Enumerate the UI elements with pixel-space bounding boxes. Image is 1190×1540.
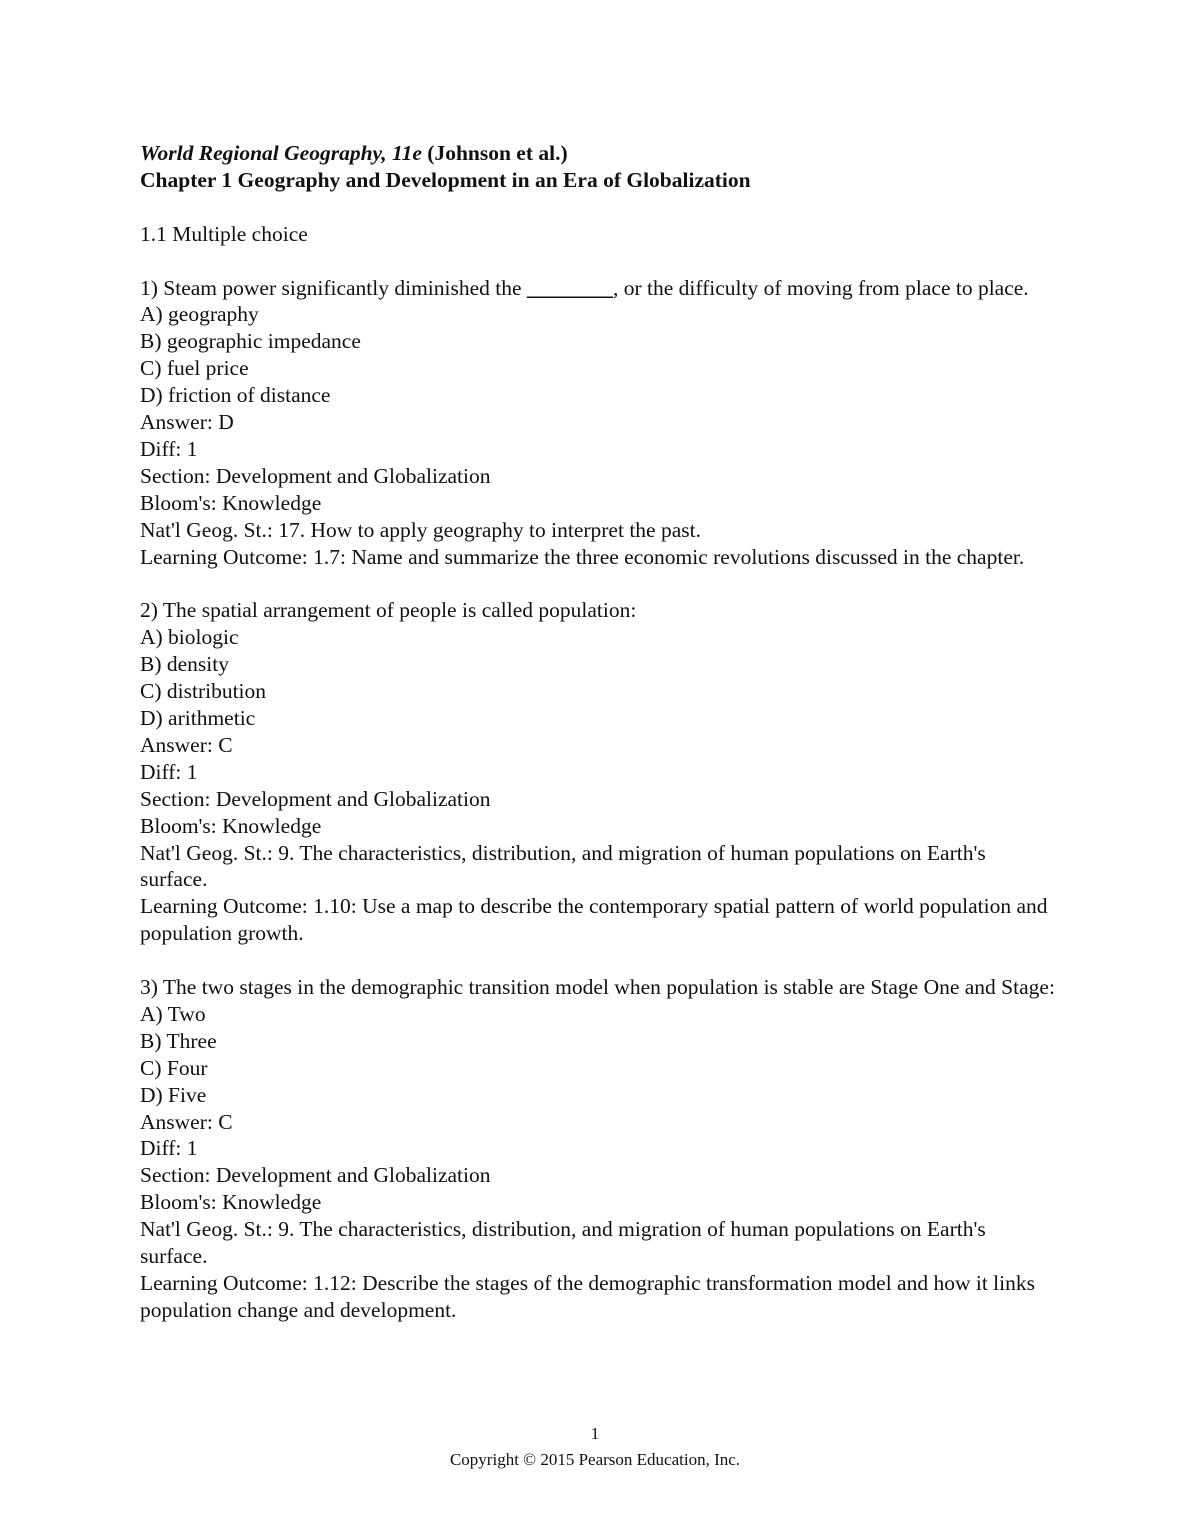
book-title-line bbox=[140, 140, 1055, 167]
difficulty: Diff: 1 bbox=[140, 759, 198, 784]
question-stem: 2) The spatial arrangement of people is called population: bbox=[140, 598, 637, 623]
chapter-title: Chapter 1 Geography and Development in an Era of Globalization bbox=[140, 167, 751, 192]
option-a: A) biologic bbox=[140, 625, 239, 650]
natl-geog-standard: Nat'l Geog. St.: 17. How to apply geography to interpret the past. bbox=[140, 517, 701, 542]
question-3 bbox=[140, 974, 1055, 1324]
blooms-level: Bloom's: Knowledge bbox=[140, 1190, 322, 1215]
blooms-level: Bloom's: Knowledge bbox=[140, 490, 322, 515]
option-d: D) friction of distance bbox=[140, 383, 331, 408]
difficulty: Diff: 1 bbox=[140, 436, 198, 461]
option-c: C) fuel price bbox=[140, 356, 249, 381]
option-b: B) Three bbox=[140, 1028, 217, 1053]
natl-geog-standard: Nat'l Geog. St.: 9. The characteristics, distribution, and migration of human populations on Earth's surface. bbox=[140, 840, 986, 892]
question-stem-part2: , or the difficulty of moving from place to place. bbox=[612, 275, 1029, 300]
learning-outcome: Learning Outcome: 1.7: Name and summarize the three economic revolutions discussed in the chapter. bbox=[140, 544, 1025, 569]
answer: Answer: D bbox=[140, 410, 234, 435]
learning-outcome: Learning Outcome: 1.10: Use a map to describe the contemporary spatial pattern of world population and population growth. bbox=[140, 894, 1048, 946]
section-heading: 1.1 Multiple choice bbox=[140, 221, 308, 246]
option-b: B) geographic impedance bbox=[140, 329, 361, 354]
question-stem-part1: 1) Steam power significantly diminished the bbox=[140, 275, 527, 300]
answer: Answer: C bbox=[140, 732, 233, 757]
question-1 bbox=[140, 275, 1055, 571]
blooms-level: Bloom's: Knowledge bbox=[140, 813, 322, 838]
option-a: A) geography bbox=[140, 302, 259, 327]
section-tag: Section: Development and Globalization bbox=[140, 1163, 491, 1188]
question-stem bbox=[140, 275, 1055, 302]
section-tag: Section: Development and Globalization bbox=[140, 786, 491, 811]
page-number: 1 bbox=[590, 1424, 600, 1443]
page-content bbox=[140, 140, 1055, 1324]
option-c: C) Four bbox=[140, 1055, 208, 1080]
question-2 bbox=[140, 597, 1055, 947]
answer: Answer: C bbox=[140, 1109, 233, 1134]
copyright-notice: Copyright © 2015 Pearson Education, Inc. bbox=[449, 1450, 741, 1469]
difficulty: Diff: 1 bbox=[140, 1136, 198, 1161]
answer-blank: ________ bbox=[526, 275, 613, 300]
option-c: C) distribution bbox=[140, 679, 267, 704]
book-authors: (Johnson et al.) bbox=[427, 141, 568, 165]
learning-outcome: Learning Outcome: 1.12: Describe the stages of the demographic transformation model and how it links population change and development. bbox=[140, 1271, 1036, 1322]
natl-geog-standard: Nat'l Geog. St.: 9. The characteristics, distribution, and migration of human populations on Earth's surface. bbox=[140, 1217, 986, 1269]
option-b: B) density bbox=[140, 652, 229, 677]
option-d: D) arithmetic bbox=[140, 705, 256, 730]
option-d: D) Five bbox=[140, 1082, 207, 1107]
book-title: World Regional Geography, 11e bbox=[140, 141, 422, 165]
question-stem: 3) The two stages in the demographic transition model when population is stable are Stage One and Stage: bbox=[140, 975, 1055, 1000]
section-tag: Section: Development and Globalization bbox=[140, 463, 491, 488]
option-a: A) Two bbox=[140, 1001, 206, 1026]
